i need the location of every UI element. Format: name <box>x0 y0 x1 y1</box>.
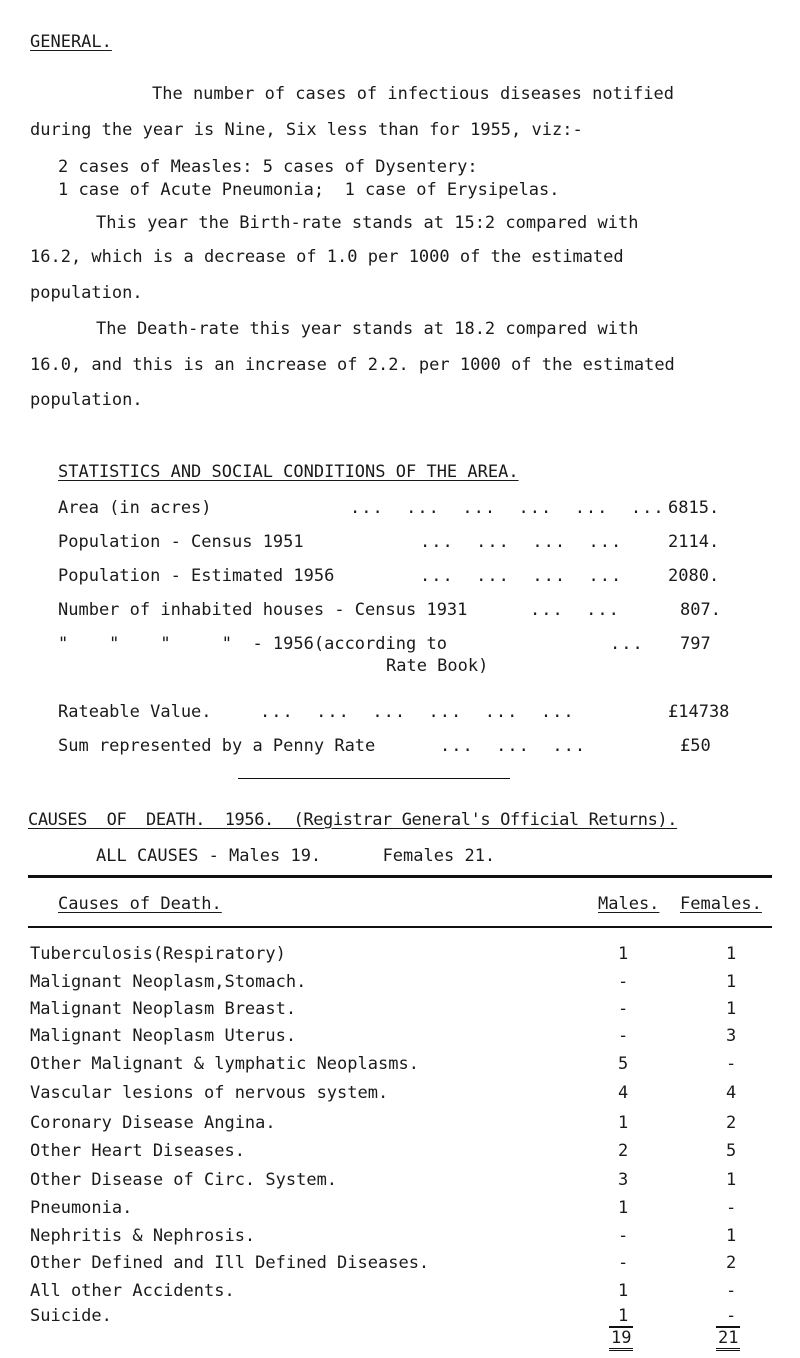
males-count: 2 <box>618 1141 629 1161</box>
cause-name: Vascular lesions of nervous system. <box>30 1083 389 1103</box>
females-count: 1 <box>726 999 737 1019</box>
all-causes-summary: ALL CAUSES - Males 19. Females 21. <box>96 846 496 866</box>
stat-label: " " " " - 1956(according to <box>58 634 447 654</box>
females-count: - <box>726 1054 737 1074</box>
males-count: - <box>618 972 629 992</box>
females-count: - <box>726 1281 737 1301</box>
males-count: - <box>618 1026 629 1046</box>
females-count: 3 <box>726 1026 737 1046</box>
males-count: 3 <box>618 1170 629 1190</box>
stat-value: 6815. <box>668 498 720 518</box>
stat-label: Rateable Value. <box>58 702 212 722</box>
females-count: 4 <box>726 1083 737 1103</box>
males-total: 19 <box>609 1326 633 1351</box>
stat-leader-dots: ... ... ... <box>440 736 587 756</box>
stat-label: Number of inhabited houses - Census 1931 <box>58 600 468 620</box>
stat-value: 797 <box>680 634 711 654</box>
cause-name: Other Disease of Circ. System. <box>30 1170 338 1190</box>
causes-title: CAUSES OF DEATH. 1956. (Registrar General's Official Returns). <box>28 810 678 830</box>
stat-leader-dots: ... ... ... ... <box>420 566 623 586</box>
females-count: 2 <box>726 1113 737 1133</box>
statistics-title: STATISTICS AND SOCIAL CONDITIONS OF THE AREA. <box>58 462 519 482</box>
males-count: - <box>618 999 629 1019</box>
birth-rate-line-1: This year the Birth-rate stands at 15:2 compared with <box>96 213 639 233</box>
cause-name: Coronary Disease Angina. <box>30 1113 276 1133</box>
cause-name: Other Defined and Ill Defined Diseases. <box>30 1253 430 1273</box>
column-header-females: Females. <box>680 894 762 914</box>
stat-label: Population - Census 1951 <box>58 532 304 552</box>
stat-leader-dots: ... ... ... ... ... ... <box>350 498 665 518</box>
males-count: 1 <box>618 1113 629 1133</box>
females-count: 1 <box>726 972 737 992</box>
header-divider <box>28 926 772 928</box>
section-heading: GENERAL. <box>30 32 112 52</box>
stat-leader-dots: ... ... <box>530 600 620 620</box>
cases-line-2: 1 case of Acute Pneumonia; 1 case of Erysipelas. <box>58 180 560 200</box>
cause-name: Other Heart Diseases. <box>30 1141 245 1161</box>
males-count: 1 <box>618 1198 629 1218</box>
column-header-males: Males. <box>598 894 660 914</box>
column-header-cause: Causes of Death. <box>58 894 222 914</box>
cause-name: Suicide. <box>30 1306 112 1326</box>
cause-name: Tuberculosis(Respiratory) <box>30 944 286 964</box>
males-count: 1 <box>618 944 629 964</box>
stat-value: 2080. <box>668 566 720 586</box>
stat-leader-dots: ... ... ... ... <box>420 532 623 552</box>
stat-value: 2114. <box>668 532 720 552</box>
cause-name: Malignant Neoplasm Breast. <box>30 999 297 1019</box>
cause-name: All other Accidents. <box>30 1281 235 1301</box>
death-rate-line-2: 16.0, and this is an increase of 2.2. per 1000 of the estimated <box>30 355 675 375</box>
cases-line-1: 2 cases of Measles: 5 cases of Dysentery: <box>58 157 478 177</box>
cause-name: Pneumonia. <box>30 1198 133 1218</box>
males-count: 1 <box>618 1306 629 1326</box>
stat-label: Area (in acres) <box>58 498 212 518</box>
cause-name: Other Malignant & lymphatic Neoplasms. <box>30 1054 419 1074</box>
males-count: - <box>618 1226 629 1246</box>
stat-value: £14738 <box>668 702 730 722</box>
cause-name: Nephritis & Nephrosis. <box>30 1226 256 1246</box>
cause-name: Malignant Neoplasm Uterus. <box>30 1026 297 1046</box>
divider <box>238 778 510 779</box>
males-count: 4 <box>618 1083 629 1103</box>
males-count: 5 <box>618 1054 629 1074</box>
males-count: - <box>618 1253 629 1273</box>
stat-leader-dots: ... ... ... ... ... ... <box>260 702 575 722</box>
females-count: - <box>726 1306 737 1326</box>
death-rate-line-1: The Death-rate this year stands at 18.2 compared with <box>96 319 639 339</box>
stat-label-continued: Rate Book) <box>386 656 489 676</box>
stat-leader-dots: ... <box>610 634 644 654</box>
females-count: 1 <box>726 944 737 964</box>
thick-divider <box>28 875 772 878</box>
intro-line-2: during the year is Nine, Six less than for 1955, viz:- <box>30 120 583 140</box>
females-count: 5 <box>726 1141 737 1161</box>
males-count: 1 <box>618 1281 629 1301</box>
intro-line-1: The number of cases of infectious diseases notified <box>152 84 674 104</box>
females-count: - <box>726 1198 737 1218</box>
females-count: 2 <box>726 1253 737 1273</box>
death-rate-line-3: population. <box>30 390 143 410</box>
stat-value: 807. <box>680 600 721 620</box>
females-count: 1 <box>726 1226 737 1246</box>
stat-label: Sum represented by a Penny Rate <box>58 736 376 756</box>
females-count: 1 <box>726 1170 737 1190</box>
cause-name: Malignant Neoplasm,Stomach. <box>30 972 307 992</box>
birth-rate-line-3: population. <box>30 283 143 303</box>
stat-value: £50 <box>680 736 711 756</box>
females-total: 21 <box>716 1326 740 1351</box>
stat-label: Population - Estimated 1956 <box>58 566 335 586</box>
birth-rate-line-2: 16.2, which is a decrease of 1.0 per 1000 of the estimated <box>30 247 624 267</box>
